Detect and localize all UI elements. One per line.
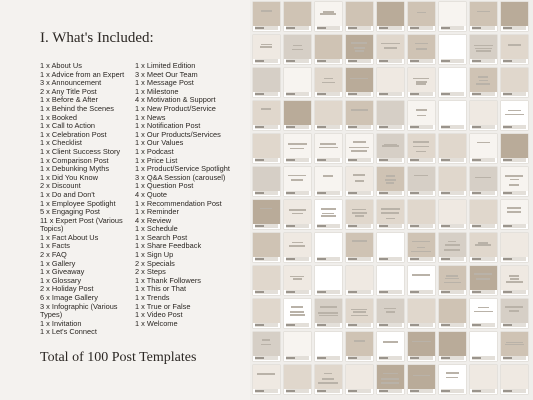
included-item: 1 x Checklist <box>40 138 82 148</box>
template-thumbnail <box>439 101 466 130</box>
template-thumbnail <box>284 200 311 229</box>
template-thumbnail <box>501 233 528 262</box>
template-thumbnail <box>346 299 373 328</box>
included-item: 2 x Specials <box>135 258 175 268</box>
included-item: 6 x Image Gallery <box>40 293 98 303</box>
template-thumbnail <box>501 167 528 196</box>
template-thumbnail <box>346 167 373 196</box>
template-thumbnail <box>501 332 528 361</box>
template-thumbnail <box>439 167 466 196</box>
included-item: 1 x Let's Connect <box>40 327 97 337</box>
included-list-column-2 <box>135 62 243 328</box>
template-thumbnail <box>253 35 280 64</box>
template-thumbnail <box>408 68 435 97</box>
template-thumbnail <box>315 365 342 394</box>
template-thumbnail <box>346 365 373 394</box>
template-thumbnail <box>408 2 435 31</box>
included-item: 1 x Thank Followers <box>135 275 201 285</box>
included-item: 1 x Milestone <box>135 86 179 96</box>
template-thumbnail <box>284 365 311 394</box>
included-item: 1 x Video Post <box>135 310 183 320</box>
template-thumbnail <box>470 167 497 196</box>
template-thumbnail <box>315 134 342 163</box>
template-thumbnail <box>315 35 342 64</box>
template-thumbnail <box>439 365 466 394</box>
template-thumbnail <box>284 35 311 64</box>
template-thumbnail <box>408 134 435 163</box>
template-preview-grid <box>250 0 533 400</box>
template-thumbnail <box>284 2 311 31</box>
included-item: 1 x Welcome <box>135 318 178 328</box>
template-thumbnail <box>470 68 497 97</box>
template-thumbnail <box>408 299 435 328</box>
included-item: 1 x Podcast <box>135 146 174 156</box>
included-item: 1 x Reminder <box>135 207 179 217</box>
template-thumbnail <box>377 332 404 361</box>
template-thumbnail <box>253 167 280 196</box>
template-thumbnail <box>501 134 528 163</box>
included-item: 1 x Did You Know <box>40 172 98 182</box>
template-thumbnail <box>439 299 466 328</box>
template-thumbnail <box>315 200 342 229</box>
template-thumbnail <box>346 266 373 295</box>
included-item: 1 x Our Values <box>135 138 184 148</box>
template-thumbnail <box>470 233 497 262</box>
template-thumbnail <box>501 35 528 64</box>
included-item: 1 x Invitation <box>40 318 82 328</box>
included-item: 1 x Giveaway <box>40 267 85 277</box>
template-thumbnail <box>284 332 311 361</box>
included-item: 3 x Infographic (Various Types) <box>40 301 118 320</box>
included-item: 1 x Client Success Story <box>40 146 121 156</box>
template-thumbnail <box>377 299 404 328</box>
template-thumbnail <box>470 35 497 64</box>
template-thumbnail <box>501 101 528 130</box>
template-thumbnail <box>470 101 497 130</box>
template-thumbnail <box>253 68 280 97</box>
included-item: 1 x Notification Post <box>135 121 201 131</box>
included-item: 1 x Comparison Post <box>40 155 109 165</box>
template-thumbnail <box>315 2 342 31</box>
included-item: 1 x Recommendation Post <box>135 198 222 208</box>
included-item: 2 x Steps <box>135 267 166 277</box>
template-thumbnail <box>377 266 404 295</box>
template-thumbnail <box>377 2 404 31</box>
included-item: 2 x Any Title Post <box>40 86 97 96</box>
included-item: 1 x Behind the Scenes <box>40 103 114 113</box>
template-thumbnail <box>470 332 497 361</box>
included-item: 1 x This or That <box>135 284 187 294</box>
included-item: 2 x FAQ <box>40 250 67 260</box>
template-thumbnail <box>346 68 373 97</box>
included-item: 1 x Price List <box>135 155 178 165</box>
included-item: 1 x Gallery <box>40 258 76 268</box>
included-item: 1 x Schedule <box>135 224 178 234</box>
template-thumbnail <box>501 299 528 328</box>
template-thumbnail <box>253 233 280 262</box>
included-item: 1 x Advice from an Expert <box>40 69 125 79</box>
included-item: 1 x New Product/Service <box>135 103 216 113</box>
template-thumbnail <box>470 200 497 229</box>
template-thumbnail <box>377 101 404 130</box>
included-item: 1 x Celebration Post <box>40 129 107 139</box>
included-item: 3 x Announcement <box>40 78 102 88</box>
included-item: 1 x Question Post <box>135 181 194 191</box>
template-thumbnail <box>439 134 466 163</box>
template-thumbnail <box>284 167 311 196</box>
template-thumbnail <box>377 35 404 64</box>
included-item: 1 x Before & After <box>40 95 98 105</box>
template-thumbnail <box>284 233 311 262</box>
included-item: 1 x Our Products/Services <box>135 129 221 139</box>
template-thumbnail <box>470 134 497 163</box>
included-item: 1 x News <box>135 112 166 122</box>
template-thumbnail <box>253 299 280 328</box>
included-item: 1 x Fact About Us <box>40 232 99 242</box>
template-thumbnail <box>315 266 342 295</box>
template-thumbnail <box>439 200 466 229</box>
template-thumbnail <box>315 332 342 361</box>
template-thumbnail <box>408 35 435 64</box>
included-item: 1 x Product/Service Spotlight <box>135 164 230 174</box>
included-item: 1 x Employee Spotlight <box>40 198 116 208</box>
template-thumbnail <box>253 2 280 31</box>
template-thumbnail <box>408 266 435 295</box>
template-thumbnail <box>253 101 280 130</box>
template-thumbnail <box>377 68 404 97</box>
template-thumbnail <box>253 266 280 295</box>
template-thumbnail <box>284 101 311 130</box>
included-item: 4 x Review <box>135 215 172 225</box>
template-thumbnail <box>439 68 466 97</box>
included-item: 2 x Discount <box>40 181 81 191</box>
included-item: 1 x Trends <box>135 293 170 303</box>
included-item: 3 x Meet Our Team <box>135 69 198 79</box>
template-thumbnail <box>315 299 342 328</box>
template-thumbnail <box>377 233 404 262</box>
included-item: 1 x Booked <box>40 112 77 122</box>
included-item: 1 x Call to Action <box>40 121 96 131</box>
template-thumbnail <box>439 332 466 361</box>
template-thumbnail <box>377 365 404 394</box>
template-thumbnail <box>346 101 373 130</box>
template-thumbnail <box>439 2 466 31</box>
template-thumbnail <box>470 299 497 328</box>
included-item: 3 x Q&A Session (carousel) <box>135 172 226 182</box>
template-thumbnail <box>315 68 342 97</box>
included-item: 1 x Facts <box>40 241 70 251</box>
template-thumbnail <box>284 68 311 97</box>
included-item: 4 x Quote <box>135 189 168 199</box>
template-thumbnail <box>377 200 404 229</box>
template-thumbnail <box>470 266 497 295</box>
included-item: 1 x True or False <box>135 301 191 311</box>
included-item: 2 x Holiday Post <box>40 284 94 294</box>
template-thumbnail <box>408 167 435 196</box>
template-thumbnail <box>408 365 435 394</box>
template-thumbnail <box>253 332 280 361</box>
template-thumbnail <box>470 2 497 31</box>
template-thumbnail <box>408 332 435 361</box>
template-thumbnail <box>439 233 466 262</box>
template-thumbnail <box>346 2 373 31</box>
template-thumbnail <box>346 134 373 163</box>
template-thumbnail <box>501 266 528 295</box>
included-item: 5 x Engaging Post <box>40 207 100 217</box>
template-thumbnail <box>346 200 373 229</box>
template-thumbnail <box>470 365 497 394</box>
template-thumbnail <box>377 134 404 163</box>
total-count: Total of 100 Post Templates <box>40 350 197 365</box>
template-thumbnail <box>408 200 435 229</box>
included-item: 1 x About Us <box>40 61 82 70</box>
included-item: 1 x Do and Don't <box>40 189 95 199</box>
template-thumbnail <box>284 299 311 328</box>
template-thumbnail <box>408 101 435 130</box>
template-thumbnail <box>284 134 311 163</box>
template-thumbnail <box>408 233 435 262</box>
template-thumbnail <box>346 35 373 64</box>
included-item: 1 x Search Post <box>135 232 188 242</box>
template-thumbnail <box>315 167 342 196</box>
template-thumbnail <box>284 266 311 295</box>
template-thumbnail <box>439 35 466 64</box>
template-thumbnail <box>315 101 342 130</box>
included-list-column-1 <box>40 62 132 337</box>
included-item: 1 x Sign Up <box>135 250 174 260</box>
template-thumbnail <box>346 233 373 262</box>
template-thumbnail <box>346 332 373 361</box>
included-item: 1 x Debunking Myths <box>40 164 110 174</box>
template-thumbnail <box>501 68 528 97</box>
template-thumbnail <box>253 134 280 163</box>
template-thumbnail <box>377 167 404 196</box>
template-thumbnail <box>501 200 528 229</box>
template-thumbnail <box>253 200 280 229</box>
included-item: 1 x Share Feedback <box>135 241 202 251</box>
template-thumbnail <box>439 266 466 295</box>
template-thumbnail <box>501 2 528 31</box>
template-thumbnail <box>315 233 342 262</box>
template-thumbnail <box>501 365 528 394</box>
included-item: 1 x Glossary <box>40 275 82 285</box>
template-thumbnail <box>253 365 280 394</box>
included-item: 1 x Limited Edition <box>135 61 196 70</box>
section-heading: I. What's Included: <box>40 30 154 46</box>
included-item: 4 x Motivation & Support <box>135 95 216 105</box>
included-list-panel <box>0 0 248 400</box>
included-item: 1 x Message Post <box>135 78 194 88</box>
included-item: 11 x Expert Post (Various Topics) <box>40 215 123 234</box>
